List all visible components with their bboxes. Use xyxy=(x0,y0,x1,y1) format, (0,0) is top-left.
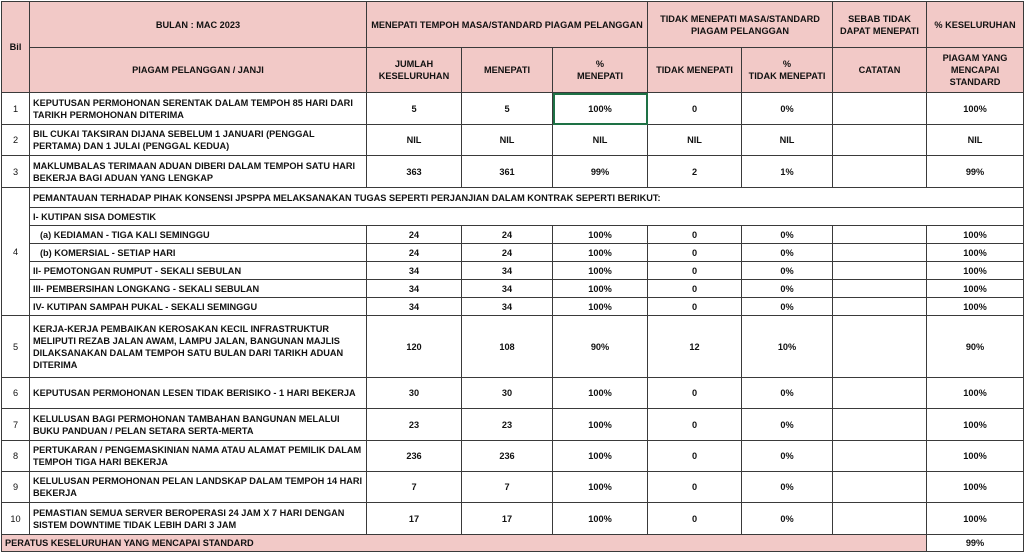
menepati-cell: 108 xyxy=(462,316,553,378)
jumlah-cell: 7 xyxy=(367,472,462,503)
table-row xyxy=(2,298,1024,316)
pct-tidak-cell: 0% xyxy=(742,280,833,298)
catatan-cell xyxy=(833,125,927,156)
menepati-cell: 34 xyxy=(462,280,553,298)
desc-cell: MAKLUMBALAS TERIMAAN ADUAN DIBERI DALAM TEMPOH SATU HARI BEKERJA BAGI ADUAN YANG LENGKAP xyxy=(30,156,367,188)
overall-cell: 99% xyxy=(927,156,1024,188)
bil-cell: 10 xyxy=(2,503,30,535)
catatan-cell xyxy=(833,156,927,188)
pct-menepati-cell: 100% xyxy=(553,262,648,280)
jumlah-cell: 120 xyxy=(367,316,462,378)
desc-cell: III- PEMBERSIHAN LONGKANG - SEKALI SEBULAN xyxy=(30,280,367,298)
piagam-table xyxy=(1,1,1024,552)
table-row xyxy=(2,188,1024,208)
desc-cell: KELULUSAN PERMOHONAN PELAN LANDSKAP DALAM TEMPOH 14 HARI BEKERJA xyxy=(30,472,367,503)
jumlah-cell: 34 xyxy=(367,262,462,280)
tidak-menepati-cell: 0 xyxy=(648,280,742,298)
tidak-menepati-cell: 0 xyxy=(648,244,742,262)
pct-menepati-cell: NIL xyxy=(553,125,648,156)
tidak-menepati-cell: 0 xyxy=(648,262,742,280)
bil-cell: 5 xyxy=(2,316,30,378)
pct-tidak-cell: 0% xyxy=(742,441,833,472)
jumlah-cell: 363 xyxy=(367,156,462,188)
tidak-menepati-header: TIDAK MENEPATI xyxy=(648,48,742,93)
table-row xyxy=(2,378,1024,409)
menepati-cell: 361 xyxy=(462,156,553,188)
menepati-cell: 236 xyxy=(462,441,553,472)
section-heading: PEMANTAUAN TERHADAP PIHAK KONSENSI JPSPPA MELAKSANAKAN TUGAS SEPERTI PERJANJIAN DALAM KONTRAK SEPERTI BERIKUT: xyxy=(30,188,1024,208)
header-row-1 xyxy=(2,2,1024,48)
overall-cell: 100% xyxy=(927,472,1024,503)
table-row xyxy=(2,472,1024,503)
table-row xyxy=(2,316,1024,378)
bil-cell: 2 xyxy=(2,125,30,156)
bil-header: Bil xyxy=(2,2,30,93)
menepati-cell: 24 xyxy=(462,226,553,244)
jumlah-cell: 24 xyxy=(367,244,462,262)
pct-menepati-cell: 100% xyxy=(553,298,648,316)
pct-menepati-cell: 100% xyxy=(553,503,648,535)
catatan-cell xyxy=(833,244,927,262)
pct-menepati-cell: 99% xyxy=(553,156,648,188)
tidak-menepati-cell: 0 xyxy=(648,409,742,441)
table-row xyxy=(2,409,1024,441)
tidak-menepati-cell: NIL xyxy=(648,125,742,156)
piagam-mencapai-header: PIAGAM YANG MENCAPAI STANDARD xyxy=(927,48,1024,93)
pct-tidak-cell: 0% xyxy=(742,244,833,262)
table-row xyxy=(2,93,1024,125)
catatan-cell xyxy=(833,280,927,298)
table-row xyxy=(2,208,1024,226)
table-row xyxy=(2,244,1024,262)
desc-cell: IV- KUTIPAN SAMPAH PUKAL - SEKALI SEMINGGU xyxy=(30,298,367,316)
pct-tidak-cell: 0% xyxy=(742,409,833,441)
footer-value: 99% xyxy=(927,535,1024,552)
header-row-2 xyxy=(2,48,1024,93)
overall-cell: 90% xyxy=(927,316,1024,378)
desc-cell: KEPUTUSAN PERMOHONAN LESEN TIDAK BERISIKO - 1 HARI BEKERJA xyxy=(30,378,367,409)
jumlah-cell: 24 xyxy=(367,226,462,244)
bil-cell: 6 xyxy=(2,378,30,409)
catatan-cell xyxy=(833,472,927,503)
overall-cell: 100% xyxy=(927,503,1024,535)
bil-cell: 3 xyxy=(2,156,30,188)
tidak-menepati-cell: 0 xyxy=(648,93,742,125)
jumlah-cell: 17 xyxy=(367,503,462,535)
pct-menepati-cell: 100% xyxy=(553,280,648,298)
desc-cell: KELULUSAN BAGI PERMOHONAN TAMBAHAN BANGUNAN MELALUI BUKU PANDUAN / PELAN SETARA SERTA-MERTA xyxy=(30,409,367,441)
menepati-cell: NIL xyxy=(462,125,553,156)
menepati-cell: 34 xyxy=(462,262,553,280)
overall-cell: 100% xyxy=(927,378,1024,409)
footer-label: PERATUS KESELURUHAN YANG MENCAPAI STANDARD xyxy=(2,535,927,552)
pct-tidak-cell: 0% xyxy=(742,226,833,244)
menepati-cell: 17 xyxy=(462,503,553,535)
pct-tidak-header xyxy=(742,48,833,93)
catatan-cell xyxy=(833,93,927,125)
tidak-menepati-cell: 0 xyxy=(648,378,742,409)
tidak-menepati-cell: 2 xyxy=(648,156,742,188)
catatan-cell xyxy=(833,262,927,280)
menepati-cell: 7 xyxy=(462,472,553,503)
menepati-cell: 34 xyxy=(462,298,553,316)
table-row xyxy=(2,125,1024,156)
overall-cell: 100% xyxy=(927,244,1024,262)
desc-cell: PERTUKARAN / PENGEMASKINIAN NAMA ATAU ALAMAT PEMILIK DALAM TEMPOH TIGA HARI BEKERJA xyxy=(30,441,367,472)
tidak-menepati-cell: 0 xyxy=(648,226,742,244)
pct-menepati-cell: 100% xyxy=(553,226,648,244)
pct-menepati-cell: 100% xyxy=(553,472,648,503)
pct-menepati-cell[interactable]: 100% xyxy=(553,93,648,125)
catatan-cell xyxy=(833,441,927,472)
pct-label: MENEPATI xyxy=(576,71,624,81)
overall-cell: NIL xyxy=(927,125,1024,156)
desc-cell: PEMASTIAN SEMUA SERVER BEROPERASI 24 JAM X 7 HARI DENGAN SISTEM DOWNTIME TIDAK LEBIH DARI 3 JAM xyxy=(30,503,367,535)
pct-keseluruhan-header: % KESELURUHAN xyxy=(927,2,1024,48)
pct-menepati-cell: 100% xyxy=(553,244,648,262)
tidak-menepati-cell: 0 xyxy=(648,503,742,535)
jumlah-cell: 34 xyxy=(367,298,462,316)
pct-tidak-cell: NIL xyxy=(742,125,833,156)
overall-cell: 100% xyxy=(927,280,1024,298)
jumlah-header: JUMLAH KESELURUHAN xyxy=(367,48,462,93)
pct-menepati-cell: 100% xyxy=(553,409,648,441)
pct-tidak-cell: 10% xyxy=(742,316,833,378)
bil-cell: 4 xyxy=(2,188,30,316)
sebab-header: SEBAB TIDAK DAPAT MENEPATI xyxy=(833,2,927,48)
table-row xyxy=(2,441,1024,472)
table-row xyxy=(2,280,1024,298)
catatan-header: CATATAN xyxy=(833,48,927,93)
pct-menepati-cell: 90% xyxy=(553,316,648,378)
jumlah-cell: 34 xyxy=(367,280,462,298)
pct-symbol: % xyxy=(782,59,792,69)
desc-cell: KEPUTUSAN PERMOHONAN SERENTAK DALAM TEMPOH 85 HARI DARI TARIKH PERMOHONAN DITERIMA xyxy=(30,93,367,125)
section-subheading: I- KUTIPAN SISA DOMESTIK xyxy=(30,208,1024,226)
menepati-cell: 5 xyxy=(462,93,553,125)
jumlah-cell: 5 xyxy=(367,93,462,125)
menepati-cell: 23 xyxy=(462,409,553,441)
tidak-menepati-cell: 0 xyxy=(648,472,742,503)
table-row xyxy=(2,503,1024,535)
desc-cell: (b) KOMERSIAL - SETIAP HARI xyxy=(30,244,367,262)
pct-tidak-cell: 0% xyxy=(742,378,833,409)
jumlah-cell: 30 xyxy=(367,378,462,409)
tidak-menepati-cell: 12 xyxy=(648,316,742,378)
pct-label: TIDAK MENEPATI xyxy=(748,71,826,81)
menepati-group-header: MENEPATI TEMPOH MASA/STANDARD PIAGAM PELANGGAN xyxy=(367,2,648,48)
footer-row xyxy=(2,535,1024,552)
table-row xyxy=(2,156,1024,188)
pct-tidak-cell: 0% xyxy=(742,262,833,280)
desc-cell: II- PEMOTONGAN RUMPUT - SEKALI SEBULAN xyxy=(30,262,367,280)
jumlah-cell: 236 xyxy=(367,441,462,472)
catatan-cell xyxy=(833,226,927,244)
catatan-cell xyxy=(833,409,927,441)
overall-cell: 100% xyxy=(927,441,1024,472)
bil-cell: 1 xyxy=(2,93,30,125)
jumlah-cell: 23 xyxy=(367,409,462,441)
catatan-cell xyxy=(833,316,927,378)
desc-cell: BIL CUKAI TAKSIRAN DIJANA SEBELUM 1 JANUARI (PENGGAL PERTAMA) DAN 1 JULAI (PENGGAL KEDUA) xyxy=(30,125,367,156)
catatan-cell xyxy=(833,378,927,409)
tidak-menepati-cell: 0 xyxy=(648,441,742,472)
pct-tidak-cell: 0% xyxy=(742,503,833,535)
table-row xyxy=(2,226,1024,244)
overall-cell: 100% xyxy=(927,93,1024,125)
catatan-cell xyxy=(833,298,927,316)
pct-menepati-header xyxy=(553,48,648,93)
bil-cell: 7 xyxy=(2,409,30,441)
overall-cell: 100% xyxy=(927,226,1024,244)
pct-menepati-cell: 100% xyxy=(553,378,648,409)
table-row xyxy=(2,262,1024,280)
menepati-cell: 24 xyxy=(462,244,553,262)
pct-tidak-cell: 0% xyxy=(742,93,833,125)
tidak-menepati-cell: 0 xyxy=(648,298,742,316)
piagam-header: PIAGAM PELANGGAN / JANJI xyxy=(30,48,367,93)
bil-cell: 8 xyxy=(2,441,30,472)
pct-tidak-cell: 0% xyxy=(742,472,833,503)
pct-tidak-cell: 0% xyxy=(742,298,833,316)
menepati-cell: 30 xyxy=(462,378,553,409)
desc-cell: (a) KEDIAMAN - TIGA KALI SEMINGGU xyxy=(30,226,367,244)
catatan-cell xyxy=(833,503,927,535)
overall-cell: 100% xyxy=(927,262,1024,280)
overall-cell: 100% xyxy=(927,298,1024,316)
bulan-header: BULAN : MAC 2023 xyxy=(30,2,367,48)
jumlah-cell: NIL xyxy=(367,125,462,156)
overall-cell: 100% xyxy=(927,409,1024,441)
pct-tidak-cell: 1% xyxy=(742,156,833,188)
menepati-header: MENEPATI xyxy=(462,48,553,93)
pct-symbol: % xyxy=(595,59,605,69)
bil-cell: 9 xyxy=(2,472,30,503)
desc-cell: KERJA-KERJA PEMBAIKAN KEROSAKAN KECIL INFRASTRUKTUR MELIPUTI REZAB JALAN AWAM, LAMPU JALAN, BANGUNAN MAJLIS DILAKSANAKAN DALAM TEMPOH SATU BULAN DARI TARIKH ADUAN DITERIMA xyxy=(30,316,367,378)
tidak-menepati-group-header: TIDAK MENEPATI MASA/STANDARD PIAGAM PELANGGAN xyxy=(648,2,833,48)
pct-menepati-cell: 100% xyxy=(553,441,648,472)
